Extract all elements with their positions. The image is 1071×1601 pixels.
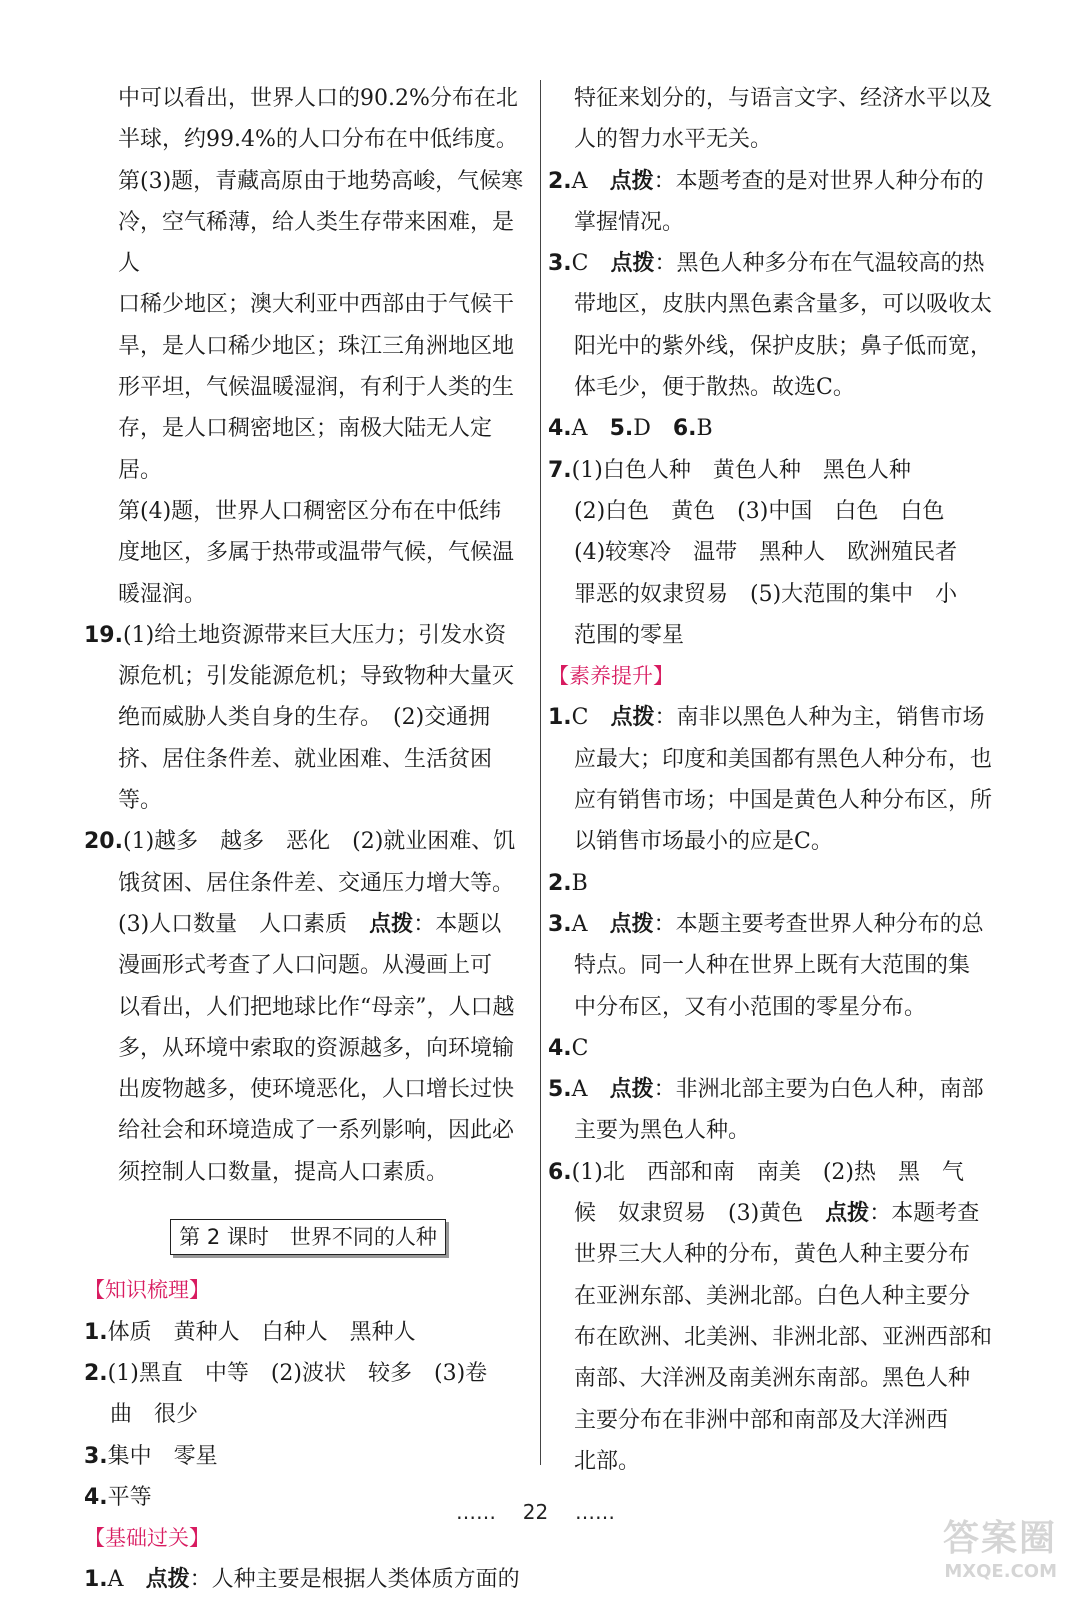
s-item-4 [548, 1028, 1004, 1069]
watermark-line: 答案圈 [942, 1518, 1057, 1559]
b-item-7 [548, 450, 1004, 656]
hint-text: ：人种主要是根据人类体质方面的 [189, 1567, 520, 1593]
text-line: 半球，约99.4%的人口分布在中低纬度。 [118, 127, 518, 153]
hint-text: ：南非以黑色人种为主，销售市场 [654, 705, 985, 731]
item-number: 4. [548, 1035, 572, 1061]
answer-text: 平等 [107, 1484, 152, 1510]
item-number: 6. [672, 416, 697, 442]
answer-letter: A [571, 168, 588, 194]
b-item-1 [84, 1559, 532, 1600]
item-number: 2. [84, 1360, 108, 1386]
k-item-1 [84, 1312, 532, 1353]
item-number: 6. [548, 1159, 572, 1185]
text-line: 漫画形式考查了人口问题。从漫画上可 [118, 953, 493, 979]
text-line: 特征来划分的，与语言文字、经济水平以及 [574, 86, 993, 111]
item-number: 3. [548, 911, 572, 937]
text-line: 人的智力水平无关。 [574, 127, 773, 153]
text-line: 北部。 [574, 1448, 641, 1474]
text-line: 以看出，人们把地球比作“母亲”，人口越 [118, 994, 515, 1020]
hint-keyword: 点拨 [609, 168, 654, 194]
question-19 [84, 615, 532, 821]
hint-keyword: 点拨 [825, 1201, 870, 1227]
page-number: 22 [522, 1500, 549, 1524]
s-item-3 [548, 904, 1004, 1028]
right-column [548, 78, 1004, 1482]
item-number: 3. [84, 1443, 108, 1469]
hint-text: ：本题主要考查世界人种分布的总 [653, 911, 984, 937]
answer-text: 候 奴隶贸易 (3)黄色 [574, 1201, 826, 1227]
answer-letter: C [571, 705, 589, 731]
text-line: 以销售市场最小的应是C。 [574, 829, 833, 855]
section-knowledge: 【知识梳理】 [84, 1278, 210, 1303]
hint-keyword: 点拨 [609, 911, 654, 937]
k-item-3 [84, 1436, 532, 1477]
text-line: 曲 很少 [110, 1402, 199, 1428]
lesson-title-wrap [84, 1217, 532, 1258]
text-line: (4)较寒冷 温带 黑种人 欧洲殖民者 [574, 540, 958, 566]
text-line: 多，从环境中索取的资源越多，向环境输 [118, 1035, 515, 1061]
hint-text: ：本题考查的是对世界人种分布的 [653, 168, 984, 194]
text-line: 范围的零星 [574, 622, 685, 648]
text-line: 须控制人口数量，提高人口素质。 [118, 1159, 449, 1185]
text-line: (2)白色 黄色 (3)中国 白色 白色 [574, 498, 945, 524]
text-line: 绝而威胁人类自身的生存。 (2)交通拥 [118, 705, 491, 731]
s-item-6 [548, 1152, 1004, 1482]
answer-letter: C [571, 1035, 589, 1061]
text-line: 第(3)题，青藏高原由于地势高峻，气候寒 [118, 168, 524, 194]
text-line: 阳光中的紫外线，保护皮肤；鼻子低而宽， [574, 333, 993, 359]
answer-text: (1)白色人种 黄色人种 黑色人种 [571, 457, 911, 483]
question-20 [84, 821, 532, 1193]
text-line: 旱，是人口稀少地区；珠江三角洲地区地 [118, 333, 515, 359]
text-line: 源危机；引发能源危机；导致物种大量灭 [118, 664, 515, 690]
answer-text: 体质 黄种人 白种人 黑种人 [107, 1319, 416, 1345]
k-item-2 [84, 1353, 532, 1436]
text-line: 饿贫困、居住条件差、交通压力增大等。 [118, 870, 515, 896]
text-line [84, 904, 532, 945]
b-item-3 [548, 243, 1004, 408]
text-line: 存，是人口稠密地区；南极大陆无人定居。 [118, 416, 493, 483]
text-line: 第(4)题，世界人口稠密区分布在中低纬 [118, 498, 502, 524]
item-number: 4. [84, 1484, 108, 1510]
text-line: 世界三大人种的分布，黄色人种主要分布 [574, 1242, 971, 1268]
hint-keyword: 点拨 [610, 251, 655, 277]
text-line: 主要为黑色人种。 [574, 1118, 751, 1144]
hint-keyword: 点拨 [369, 911, 414, 937]
answer-text: (1)北 西部和南 南美 (2)热 黑 气 [571, 1159, 964, 1185]
text-line: (1)越多 越多 恶化 (2)就业困难、饥 [122, 829, 516, 855]
text-line: 应最大；印度和美国都有黑色人种分布，也 [574, 746, 993, 772]
s-item-1 [548, 697, 1004, 862]
item-number: 3. [548, 251, 572, 277]
b-items-4-6 [548, 408, 1004, 449]
answer-text: (1)黑直 中等 (2)波状 较多 (3)卷 [107, 1360, 488, 1386]
item-number: 1. [548, 705, 572, 731]
text-line: 体毛少，便于散热。故选C。 [574, 375, 855, 401]
section-basic: 【基础过关】 [84, 1526, 210, 1551]
text-line: 主要分布在非洲中部和南部及大洋洲西 [574, 1407, 949, 1433]
text-line: 特点。同一人种在世界上既有大范围的集 [574, 953, 971, 979]
section-improve: 【素养提升】 [548, 664, 674, 689]
text-line: 带地区，皮肤内黑色素含量多，可以吸收太 [574, 292, 993, 318]
lesson-title: 第 2 课时 世界不同的人种 [170, 1219, 446, 1255]
watermark-logo [907, 1510, 1057, 1590]
text-line: 罪恶的奴隶贸易 (5)大范围的集中 小 [574, 581, 958, 607]
b-item-2 [548, 161, 1004, 244]
question-number: 19. [84, 622, 123, 648]
text-line: 南部、大洋洲及南美洲东南部。黑色人种 [574, 1366, 971, 1392]
answer-letter: C [571, 251, 589, 277]
item-number: 7. [548, 457, 572, 483]
column-divider [540, 80, 541, 1465]
text-line: 挤、居住条件差、就业困难、生活贫困等。 [118, 746, 493, 814]
text-line: 形平坦，气候温暖湿润，有利于人类的生 [118, 375, 515, 401]
hint-keyword: 点拨 [145, 1567, 190, 1593]
answer-text: (3)人口数量 人口素质 [118, 911, 370, 937]
item-number: 5. [548, 1077, 572, 1103]
item-number: 2. [548, 870, 572, 896]
watermark-line: MXQE.COM [944, 1561, 1057, 1582]
footer-dots: …… [456, 1500, 497, 1524]
item-number: 4. [548, 416, 572, 442]
text-line: 掌握情况。 [574, 209, 685, 235]
q18-continuation [84, 78, 532, 615]
hint-text: ：非洲北部主要为白色人种，南部 [653, 1077, 984, 1103]
text-line: 在亚洲东部、美洲北部。白色人种主要分 [574, 1283, 971, 1309]
answer-letter: A [571, 911, 588, 937]
hint-text: ：黑色人种多分布在气温较高的热 [654, 251, 985, 277]
text-line: 中分布区，又有小范围的零星分布。 [574, 994, 927, 1020]
answer-text: 集中 零星 [107, 1443, 218, 1469]
answer-letter: D [633, 416, 651, 442]
question-number: 20. [84, 829, 123, 855]
text-line: 布在欧洲、北美洲、非洲北部、亚洲西部和 [574, 1324, 993, 1350]
answer-letter: A [571, 1077, 588, 1103]
text-line: (1)给土地资源带来巨大压力；引发水资 [122, 622, 507, 648]
text-line: 度地区，多属于热带或温带气候，气候温 [118, 540, 515, 566]
hint-keyword: 点拨 [609, 1077, 654, 1103]
item-number: 2. [548, 168, 572, 194]
answer-letter: B [571, 870, 588, 896]
answer-letter: B [696, 416, 713, 442]
text-line: 口稀少地区；澳大利亚中西部由于气候干 [118, 292, 515, 318]
item-number: 1. [84, 1567, 108, 1593]
item-number: 5. [609, 416, 634, 442]
item-number: 1. [84, 1319, 108, 1345]
s-item-2 [548, 863, 1004, 904]
answer-letter: A [571, 416, 588, 442]
text-line: 应有销售市场；中国是黄色人种分布区，所 [574, 788, 993, 814]
answer-letter: A [107, 1567, 124, 1593]
text-line: 暖湿润。 [118, 581, 207, 607]
text-line: 冷，空气稀薄，给人类生存带来困难，是人 [118, 209, 515, 277]
text-line: 给社会和环境造成了一系列影响，因此必 [118, 1118, 515, 1144]
text-line: 出废物越多，使环境恶化，人口增长过快 [118, 1077, 515, 1103]
hint-text: ：本题考查 [869, 1201, 980, 1227]
footer-dots: …… [574, 1500, 615, 1524]
hint-text: ：本题以 [413, 911, 502, 937]
hint-keyword: 点拨 [610, 705, 655, 731]
left-column [84, 78, 532, 1601]
s-item-5 [548, 1069, 1004, 1152]
text-line: 中可以看出，世界人口的90.2%分布在北 [118, 86, 518, 111]
text-line [548, 1193, 1004, 1234]
